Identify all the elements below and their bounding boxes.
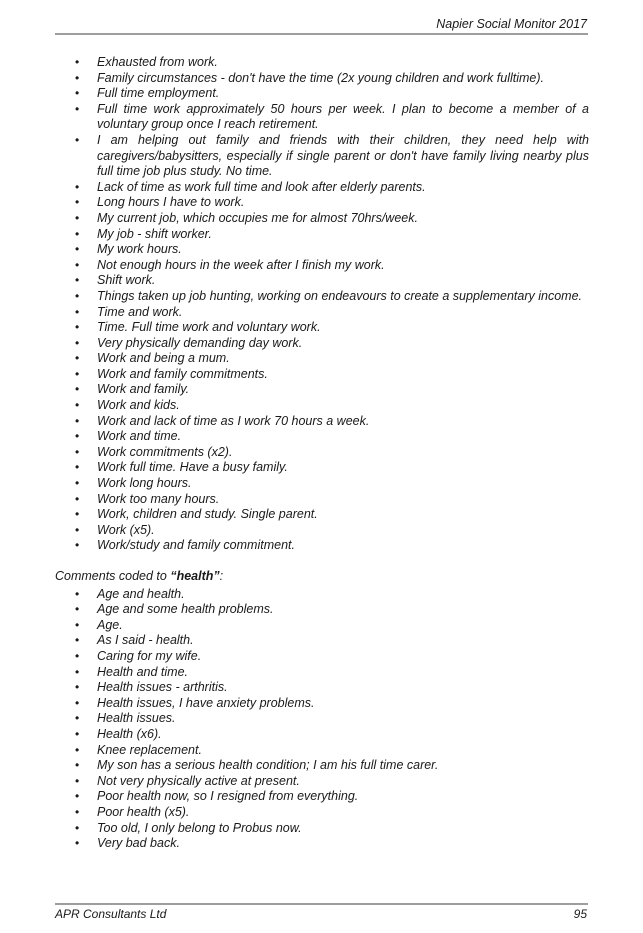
list-item: • Work full time. Have a busy family. — [55, 460, 589, 476]
list-item: • Work too many hours. — [55, 492, 589, 508]
list-item: • My son has a serious health condition; I am his full time carer. — [55, 758, 589, 774]
list-item: • Poor health now, so I resigned from everything. — [55, 789, 589, 805]
list-item: • Full time employment. — [55, 86, 589, 102]
running-header: Napier Social Monitor 2017 — [436, 17, 587, 31]
list-item: • Work and being a mum. — [55, 351, 589, 367]
list-item: • Exhausted from work. — [55, 55, 589, 71]
list-item: • Age and some health problems. — [55, 602, 589, 618]
list-item: • Health issues. — [55, 711, 589, 727]
list-item: • Knee replacement. — [55, 743, 589, 759]
list-item: • Health issues - arthritis. — [55, 680, 589, 696]
list-item: • Lack of time as work full time and look after elderly parents. — [55, 180, 589, 196]
list-item: • Shift work. — [55, 273, 589, 289]
list-item: • Family circumstances - don't have the time (2x young children and work fulltime). — [55, 71, 589, 87]
list-item: • Age. — [55, 618, 589, 634]
list-item: • Not enough hours in the week after I finish my work. — [55, 258, 589, 274]
list-item: • Work and time. — [55, 429, 589, 445]
list-item: • I am helping out family and friends with their children, they need help with caregivers/babysitters, especially if single parent or don't have family living nearby plus full time job plus study. No time. — [55, 133, 589, 180]
list-item: • As I said - health. — [55, 633, 589, 649]
list-item: • Age and health. — [55, 587, 589, 603]
list-item: • Work and kids. — [55, 398, 589, 414]
footer-company: APR Consultants Ltd — [55, 907, 167, 921]
list-item: • My work hours. — [55, 242, 589, 258]
heading-term: “health” — [170, 569, 220, 583]
heading-suffix: : — [219, 569, 224, 583]
list-item: • Health (x6). — [55, 727, 589, 743]
header-rule — [55, 33, 588, 35]
list-item: • Not very physically active at present. — [55, 774, 589, 790]
heading-prefix: Comments coded to — [55, 569, 171, 583]
list-item: • Work and family commitments. — [55, 367, 589, 383]
page-number: 95 — [573, 907, 587, 921]
list-item: • Work and lack of time as I work 70 hours a week. — [55, 414, 589, 430]
list-item: • Very bad back. — [55, 836, 589, 852]
list-item: • Poor health (x5). — [55, 805, 589, 821]
work-comments-list — [55, 55, 589, 554]
list-item: • Health and time. — [55, 665, 589, 681]
list-item: • My job - shift worker. — [55, 227, 589, 243]
list-item: • Caring for my wife. — [55, 649, 589, 665]
list-item: • Work commitments (x2). — [55, 445, 589, 461]
page-content — [55, 55, 589, 852]
list-item: • Work and family. — [55, 382, 589, 398]
list-item: • Long hours I have to work. — [55, 195, 589, 211]
list-item: • Health issues, I have anxiety problems. — [55, 696, 589, 712]
list-item: • Time and work. — [55, 305, 589, 321]
list-item: • Work, children and study. Single parent. — [55, 507, 589, 523]
health-comments-list — [55, 587, 589, 852]
list-item: • My current job, which occupies me for almost 70hrs/week. — [55, 211, 589, 227]
list-item: • Time. Full time work and voluntary work. — [55, 320, 589, 336]
list-item: • Work long hours. — [55, 476, 589, 492]
list-item: • Full time work approximately 50 hours per week. I plan to become a member of a voluntary group once I reach retirement. — [55, 102, 589, 133]
health-section-heading — [55, 569, 589, 585]
list-item: • Work (x5). — [55, 523, 589, 539]
list-item: • Things taken up job hunting, working on endeavours to create a supplementary income. — [55, 289, 589, 305]
list-item: • Very physically demanding day work. — [55, 336, 589, 352]
list-item: • Work/study and family commitment. — [55, 538, 589, 554]
footer-rule — [55, 903, 588, 905]
list-item: • Too old, I only belong to Probus now. — [55, 821, 589, 837]
